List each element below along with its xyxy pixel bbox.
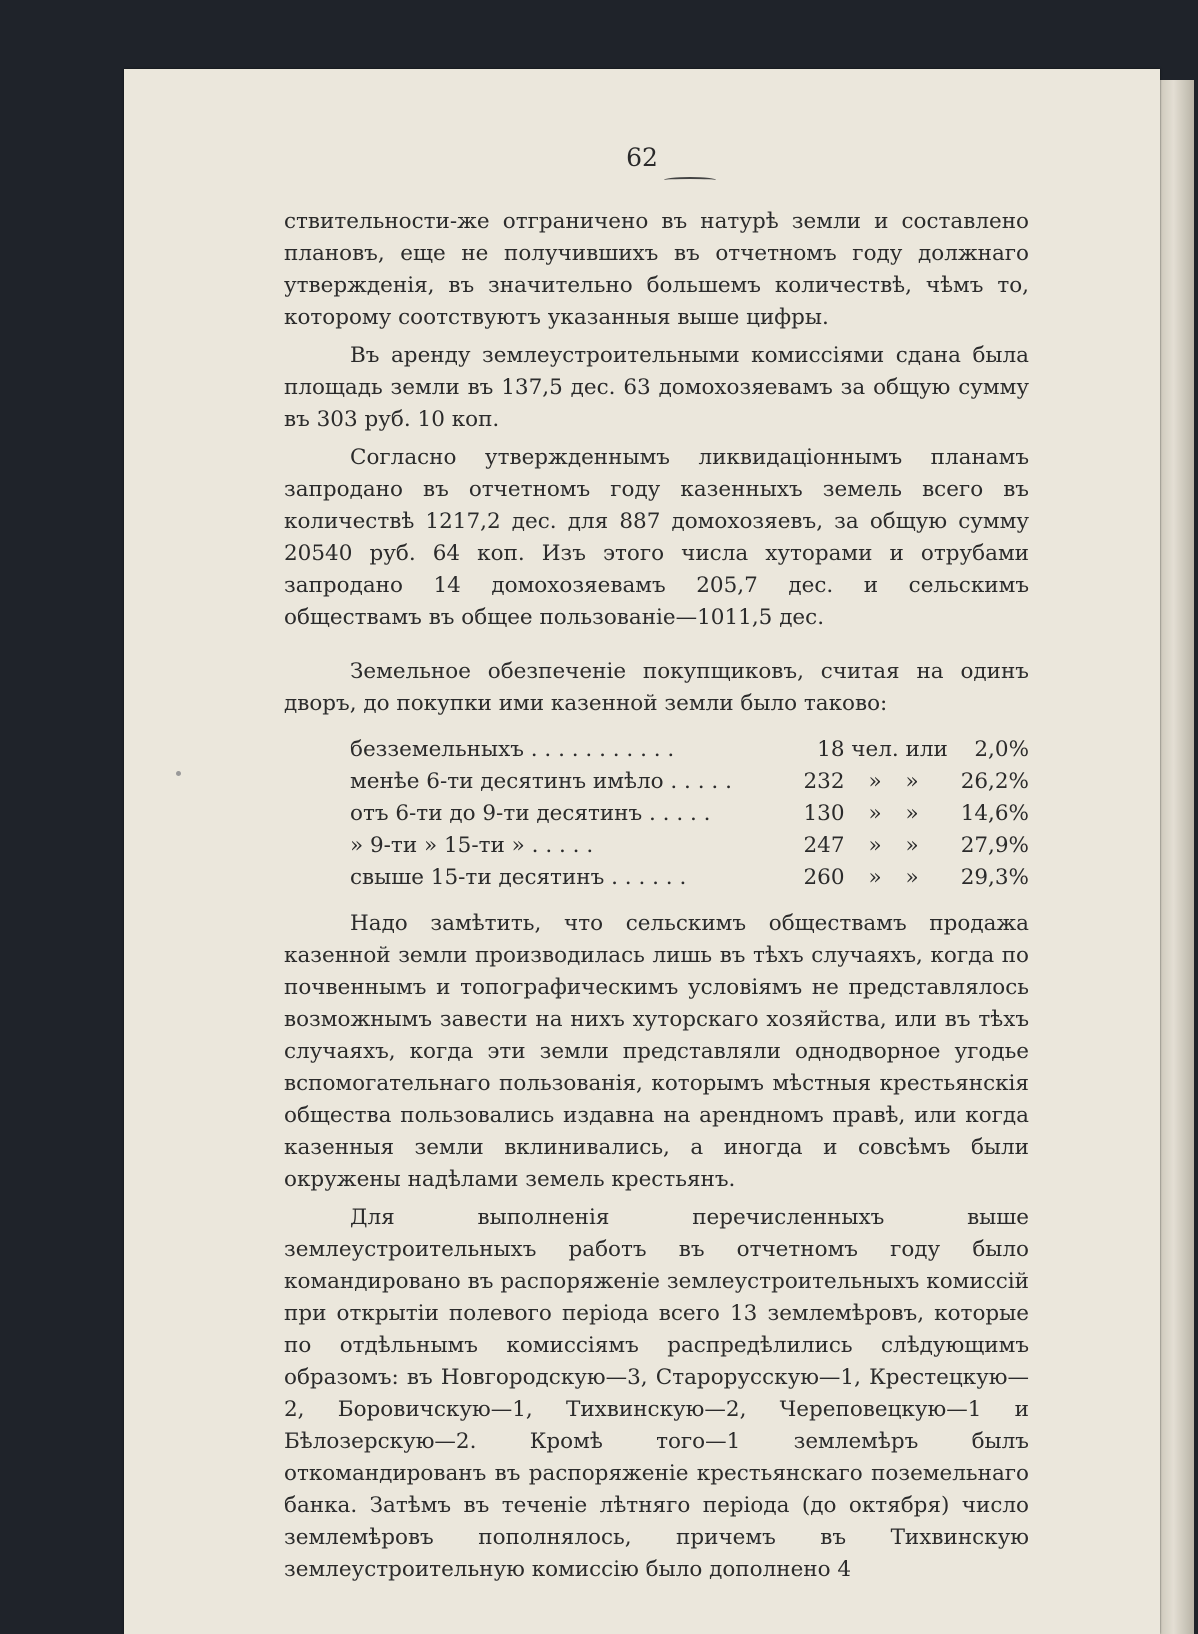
- row-percent: 2,0%: [974, 737, 1029, 762]
- row-label: » 9-ти » 15-ти » . . . . .: [350, 833, 594, 858]
- row-percent: 29,3%: [960, 865, 1029, 890]
- row-ditto: »: [905, 769, 919, 794]
- row-unit: »: [868, 865, 882, 890]
- row-label: менѣе 6-ти десятинъ имѣло . . . . .: [350, 769, 732, 794]
- row-count: 232: [803, 769, 845, 794]
- row-count: 18: [817, 737, 845, 762]
- row-label: безземельныхъ . . . . . . . . . . .: [350, 737, 675, 762]
- page-number: 62: [626, 143, 658, 172]
- table-row: [350, 830, 1029, 862]
- row-unit: »: [868, 769, 882, 794]
- row-ditto: или: [905, 737, 948, 762]
- table-row: [350, 798, 1029, 830]
- row-count: 260: [803, 865, 845, 890]
- body-text: [284, 206, 1029, 1586]
- table-row: [350, 734, 1029, 766]
- table-row: [350, 862, 1029, 894]
- paragraph-6: Для выполненія перечисленныхъ выше землеустроительныхъ работъ въ отчетномъ году было командировано въ распоряженіе землеустроительныхъ комиссій при открытіи полевого періода всего 13 землемѣровъ, которые по отдѣльнымъ комиссіямъ распредѣлились слѣдующимъ образомъ: въ Новгородскую—3, Старорусскую—1, Крестецкую—2, Боровичскую—1, Тихвинскую—2, Череповецкую—1 и Бѣлозерскую—2. Кромѣ того—1 землемѣръ былъ откомандированъ въ распоряженіе крестьянскаго поземельнаго банка. Затѣмъ въ теченіе лѣтняго періода (до октября) число землемѣровъ пополнялось, причемъ въ Тихвинскую землеустроительную комиссію было дополнено 4: [284, 1205, 1029, 1582]
- row-ditto: »: [905, 801, 919, 826]
- table-row: [350, 766, 1029, 798]
- page-edge: [1160, 80, 1194, 1634]
- page-number-underline: [664, 177, 716, 183]
- book-page: [124, 69, 1160, 1634]
- row-ditto: »: [905, 833, 919, 858]
- row-percent: 14,6%: [960, 801, 1029, 826]
- row-count: 247: [803, 833, 845, 858]
- row-unit: »: [868, 833, 882, 858]
- row-label: отъ 6-ти до 9-ти десятинъ . . . . .: [350, 801, 711, 826]
- paragraph-3: Согласно утвержденнымъ ликвидаціоннымъ планамъ запродано въ отчетномъ году казенныхъ земель всего въ количествѣ 1217,2 дес. для 887 домохозяевъ, за общую сумму 20540 руб. 64 коп. Изъ этого числа хуторами и отрубами запродано 14 домохозяевамъ 205,7 дес. и сельскимъ обществамъ въ общее пользованіе—1011,5 дес.: [284, 445, 1029, 630]
- row-percent: 26,2%: [960, 769, 1029, 794]
- row-unit: чел.: [851, 737, 899, 762]
- row-unit: »: [868, 801, 882, 826]
- row-ditto: »: [905, 865, 919, 890]
- paragraph-2: Въ аренду землеустроительными комиссіями сдана была площадь земли въ 137,5 дес. 63 домохозяевамъ за общую сумму въ 303 руб. 10 коп.: [284, 343, 1029, 432]
- paragraph-4: Земельное обезпеченіе покупщиковъ, считая на одинъ дворъ, до покупки ими казенной земли было таково:: [284, 659, 1029, 716]
- row-count: 130: [803, 801, 845, 826]
- row-label: свыше 15-ти десятинъ . . . . . .: [350, 865, 687, 890]
- paragraph-5: Надо замѣтить, что сельскимъ обществамъ продажа казенной земли производилась лишь въ тѣхъ случаяхъ, когда по почвеннымъ и топографическимъ условіямъ не представлялось возможнымъ завести на нихъ хуторскаго хозяйства, или въ тѣхъ случаяхъ, когда эти земли представляли однодворное угодье вспомогательнаго пользованія, которымъ мѣстныя крестьянскія общества пользовались издавна на арендномъ правѣ, или когда казенныя земли вклинивались, а иногда и совсѣмъ были окружены надѣлами земель крестьянъ.: [284, 911, 1029, 1192]
- landholding-table: [350, 734, 1029, 894]
- speck: [176, 771, 181, 776]
- row-percent: 27,9%: [960, 833, 1029, 858]
- paragraph-1: ствительности-же отграничено въ натурѣ земли и составлено плановъ, еще не получившихъ въ отчетномъ году должнаго утвержденія, въ значительно большемъ количествѣ, чѣмъ то, которому соотствуютъ указанныя выше цифры.: [284, 209, 1029, 330]
